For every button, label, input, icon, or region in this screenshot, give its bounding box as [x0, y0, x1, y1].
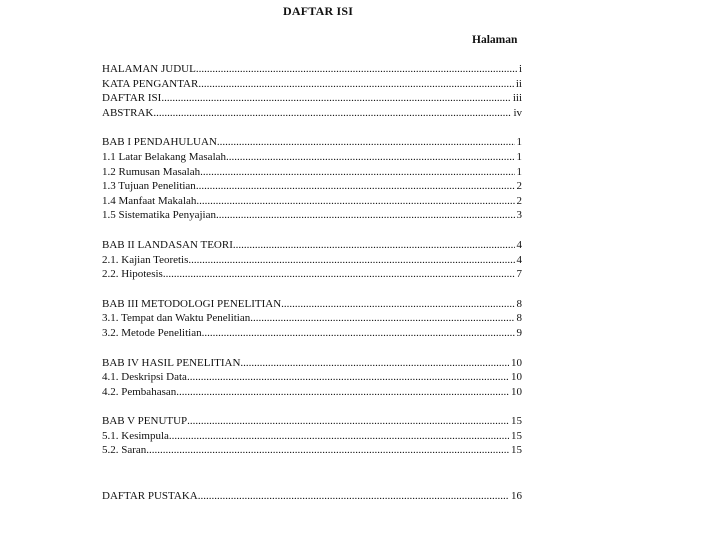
toc-entry-page: 10	[511, 385, 522, 398]
toc-leader-dots	[198, 77, 514, 92]
toc-entry	[102, 91, 522, 106]
toc-entry-page: 16	[511, 490, 522, 503]
toc-entry-page: 1	[516, 150, 522, 163]
toc-entry-label: 2.1. Kajian Teoretis	[102, 253, 189, 266]
toc-entry-label: 1.5 Sistematika Penyajian	[102, 209, 216, 222]
toc-entry-label: 1.3 Tujuan Penelitian	[102, 180, 196, 193]
toc-entry	[102, 165, 522, 180]
toc-entry	[102, 297, 522, 312]
toc-entry-page: 15	[511, 429, 522, 442]
toc-entry-label: 1.4 Manfaat Makalah	[102, 194, 197, 207]
toc-entry-label: 4.2. Pembahasan	[102, 385, 177, 398]
toc-leader-dots	[240, 356, 509, 371]
toc-entry-page: 15	[511, 444, 522, 457]
toc-entry-page: ii	[515, 77, 522, 90]
toc-entry-label: 4.1. Deskripsi Data	[102, 371, 187, 384]
toc-entry-page: 8	[516, 312, 522, 325]
toc-group-bab-3	[102, 297, 522, 341]
toc-group-references	[102, 489, 522, 504]
toc-leader-dots	[153, 106, 511, 121]
toc-entry-page: i	[518, 63, 522, 75]
toc-entry-page: 2	[516, 180, 522, 193]
toc-spacer	[102, 473, 522, 489]
toc-entry-label: 1.2 Rumusan Masalah	[102, 165, 201, 178]
toc-leader-dots	[198, 489, 509, 504]
toc-entry-label: ABSTRAK	[102, 106, 154, 119]
toc-entry-page: 4	[516, 238, 522, 251]
toc-entry-page: 15	[511, 415, 522, 428]
toc-entry-page: 1	[516, 136, 522, 149]
table-of-contents	[102, 62, 522, 519]
page-title: DAFTAR ISI	[283, 4, 354, 18]
toc-entry-page: 1	[516, 165, 522, 178]
toc-entry-label: BAB II LANDASAN TEORI	[102, 238, 233, 251]
toc-entry-label: 3.1. Tempat dan Waktu Penelitian	[102, 312, 251, 325]
toc-leader-dots	[188, 253, 514, 268]
toc-leader-dots	[196, 62, 517, 77]
toc-leader-dots	[176, 385, 509, 400]
toc-entry-label: 2.2. Hipotesis	[102, 268, 163, 281]
toc-group-bab-5	[102, 414, 522, 458]
toc-entry	[102, 356, 522, 371]
toc-entry-page: iv	[513, 106, 522, 119]
toc-entry-label: DAFTAR PUSTAKA	[102, 490, 198, 503]
toc-entry-page: 9	[516, 326, 522, 339]
toc-entry	[102, 77, 522, 92]
toc-leader-dots	[200, 165, 514, 180]
toc-entry	[102, 135, 522, 150]
toc-entry	[102, 414, 522, 429]
toc-entry-label: DAFTAR ISI	[102, 92, 162, 105]
toc-entry	[102, 106, 522, 121]
toc-group-front-matter	[102, 62, 522, 120]
toc-leader-dots	[233, 238, 515, 253]
toc-entry	[102, 253, 522, 268]
toc-group-bab-1	[102, 135, 522, 223]
toc-entry-label: 1.1 Latar Belakang Masalah	[102, 150, 227, 163]
toc-entry-label: 3.2. Metode Penelitian	[102, 326, 202, 339]
toc-entry	[102, 489, 522, 504]
toc-entry	[102, 267, 522, 282]
toc-entry	[102, 370, 522, 385]
toc-entry	[102, 194, 522, 209]
page-column-header: Halaman	[472, 34, 518, 46]
toc-entry-page: iii	[512, 92, 522, 105]
toc-leader-dots	[146, 443, 509, 458]
toc-entry	[102, 311, 522, 326]
toc-entry-page: 2	[516, 194, 522, 207]
toc-leader-dots	[163, 267, 515, 282]
toc-leader-dots	[216, 208, 515, 223]
toc-entry-label: 5.1. Kesimpula	[102, 429, 169, 442]
toc-entry-label: HALAMAN JUDUL	[102, 63, 196, 75]
toc-leader-dots	[250, 311, 514, 326]
toc-entry-page: 8	[516, 297, 522, 310]
toc-entry-page: 3	[516, 209, 522, 222]
toc-entry-page: 4	[516, 253, 522, 266]
toc-leader-dots	[226, 150, 514, 165]
toc-leader-dots	[196, 179, 515, 194]
toc-entry	[102, 326, 522, 341]
toc-group-bab-2	[102, 238, 522, 282]
toc-leader-dots	[187, 370, 509, 385]
toc-entry	[102, 208, 522, 223]
toc-group-bab-4	[102, 356, 522, 400]
toc-entry-label: KATA PENGANTAR	[102, 77, 199, 90]
toc-leader-dots	[187, 414, 509, 429]
toc-entry-label: 5.2. Saran	[102, 444, 147, 457]
toc-leader-dots	[169, 429, 509, 444]
toc-leader-dots	[161, 91, 511, 106]
toc-leader-dots	[196, 194, 514, 209]
toc-entry	[102, 238, 522, 253]
toc-entry-label: BAB V PENUTUP	[102, 415, 188, 428]
toc-entry	[102, 443, 522, 458]
toc-entry-label: BAB III METODOLOGI PENELITIAN	[102, 297, 282, 310]
toc-leader-dots	[217, 135, 515, 150]
toc-entry-page: 7	[516, 268, 522, 281]
toc-entry	[102, 429, 522, 444]
toc-entry	[102, 179, 522, 194]
toc-leader-dots	[202, 326, 515, 341]
toc-entry-page: 10	[511, 356, 522, 369]
toc-entry	[102, 385, 522, 400]
toc-leader-dots	[281, 297, 514, 312]
toc-entry	[102, 150, 522, 165]
toc-entry-label: BAB I PENDAHULUAN	[102, 136, 217, 149]
toc-entry	[102, 62, 522, 77]
toc-entry-page: 10	[511, 371, 522, 384]
toc-entry-label: BAB IV HASIL PENELITIAN	[102, 356, 241, 369]
